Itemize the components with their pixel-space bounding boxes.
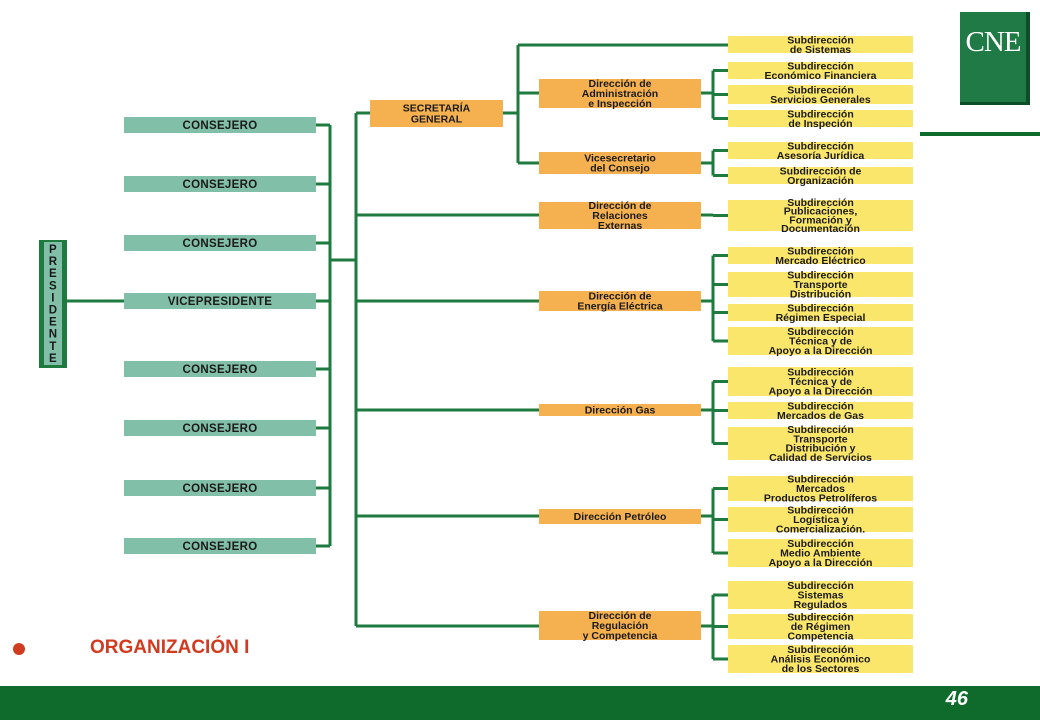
consejero-label: CONSEJERO <box>182 238 258 250</box>
secretaria-general-label: GENERAL <box>410 113 463 126</box>
president-letter: E <box>49 352 57 365</box>
president-letter: N <box>48 328 58 341</box>
subdireccion-label: Logística y <box>793 514 848 526</box>
vicepresident-label: VICEPRESIDENTE <box>167 296 273 308</box>
subdireccion-label: Subdirección <box>787 34 854 47</box>
consejero-label: CONSEJERO <box>182 483 258 495</box>
direccion-label: Dirección de <box>588 78 652 90</box>
subdireccion-label: Subdirección <box>787 108 854 121</box>
subdireccion-label: Transporte <box>793 279 848 291</box>
subdireccion-label: Distribución y <box>785 442 856 455</box>
subdireccion-label: Subdirección <box>787 473 854 486</box>
direccion-label: Dirección de <box>588 610 652 622</box>
subdireccion-label: Económico Financiera <box>764 69 877 82</box>
subdireccion-label: Subdirección <box>787 196 854 209</box>
subdireccion-label: Subdirección <box>787 424 854 437</box>
page-number: 46 <box>945 688 968 710</box>
subdireccion-label: Calidad de Servicios <box>769 451 872 464</box>
subdireccion-label: Subdirección <box>787 60 854 73</box>
title-bullet-icon <box>13 643 25 655</box>
subdireccion-label: Subdirección <box>787 140 854 153</box>
direccion-label: del Consejo <box>590 162 650 175</box>
subdireccion-label: Subdirección <box>787 400 854 413</box>
subdireccion-label: Subdirección <box>787 644 854 656</box>
subdireccion-label: Productos Petrolíferos <box>763 492 878 505</box>
subdireccion-label: Transporte <box>793 433 848 446</box>
subdireccion-label: Subdirección <box>787 84 854 97</box>
logo-text: CNE <box>965 26 1021 58</box>
subdireccion-label: Subdirección <box>787 326 854 338</box>
direccion-label: Regulación <box>591 620 649 632</box>
president-letter: T <box>49 340 57 353</box>
subdireccion-label: Comercialización. <box>775 523 866 536</box>
president-letter: P <box>49 244 57 256</box>
slide-title: ORGANIZACIÓN I <box>90 637 250 658</box>
president-letter: S <box>49 280 57 293</box>
subdireccion-label: Subdirección de <box>779 165 862 178</box>
president-letter: E <box>49 316 57 329</box>
subdireccion-label: Competencia <box>787 630 854 643</box>
subdireccion-label: Mercados <box>795 483 846 495</box>
subdireccion-label: Mercado Eléctrico <box>775 254 866 267</box>
secretaria-general-label: SECRETARÍA <box>402 102 471 115</box>
subdireccion-label: de Régimen <box>790 621 851 633</box>
subdireccion-label: de Sistemas <box>789 43 852 56</box>
consejero-label: CONSEJERO <box>182 364 258 376</box>
subdireccion-label: Sistemas <box>797 589 844 602</box>
subdireccion-label: de Inspeción <box>788 117 853 130</box>
direccion-label: Dirección de <box>588 200 652 212</box>
subdireccion-label: Régimen Especial <box>775 311 866 324</box>
subdireccion-label: Asesoría Jurídica <box>776 149 865 162</box>
subdireccion-label: Apoyo a la Dirección <box>768 557 873 569</box>
direccion-label: Externas <box>597 220 643 232</box>
president-letter: E <box>49 268 57 281</box>
subdireccion-label: Análisis Económico <box>770 653 871 666</box>
subdireccion-label: Subdirección <box>787 366 854 379</box>
consejero-label: CONSEJERO <box>182 120 258 132</box>
direccion-label: Administración <box>581 88 659 100</box>
subdireccion-label: Subdirección <box>787 245 854 258</box>
direccion-label: Dirección Petróleo <box>573 511 667 523</box>
subdireccion-label: Formación y <box>789 214 852 227</box>
direccion-label: Energía Eléctrica <box>577 300 663 313</box>
president-letter: D <box>48 304 58 317</box>
subdireccion-label: Documentación <box>781 223 860 236</box>
subdireccion-label: de los Sectores <box>781 663 860 675</box>
president-letter: I <box>51 292 55 305</box>
subdireccion-label: Publicaciones, <box>783 205 858 218</box>
subdireccion-label: Distribución <box>789 288 852 301</box>
direccion-label: e Inspección <box>588 98 652 110</box>
direccion-label: Relaciones <box>592 210 648 222</box>
subdireccion-label: Subdirección <box>787 504 854 517</box>
subdireccion-label: Técnica y de <box>788 335 853 348</box>
subdireccion-label: Servicios Generales <box>770 93 871 106</box>
subdireccion-label: Regulados <box>793 599 848 611</box>
consejero-label: CONSEJERO <box>182 179 258 191</box>
subdireccion-label: Subdirección <box>787 611 854 624</box>
subdireccion-label: Subdirección <box>787 302 854 315</box>
president-letter: R <box>48 256 58 269</box>
subdireccion-label: Subdirección <box>787 538 854 550</box>
footer-bar <box>0 686 1040 720</box>
direccion-label: y Competencia <box>582 630 658 642</box>
subdireccion-label: Técnica y de <box>788 376 853 388</box>
subdireccion-label: Subdirección <box>787 580 854 592</box>
consejero-label: CONSEJERO <box>182 423 258 435</box>
subdireccion-label: Organización <box>787 174 854 187</box>
direccion-label: Dirección Gas <box>584 404 656 417</box>
subdireccion-label: Mercados de Gas <box>777 409 864 422</box>
subdireccion-label: Apoyo a la Dirección <box>768 345 873 357</box>
subdireccion-label: Medio Ambiente <box>780 547 861 560</box>
direccion-label: Dirección de <box>588 290 652 303</box>
subdireccion-label: Subdirección <box>787 269 854 282</box>
consejero-label: CONSEJERO <box>182 541 258 553</box>
subdireccion-label: Apoyo a la Dirección <box>768 385 873 398</box>
direccion-label: Vicesecretario <box>584 152 656 165</box>
